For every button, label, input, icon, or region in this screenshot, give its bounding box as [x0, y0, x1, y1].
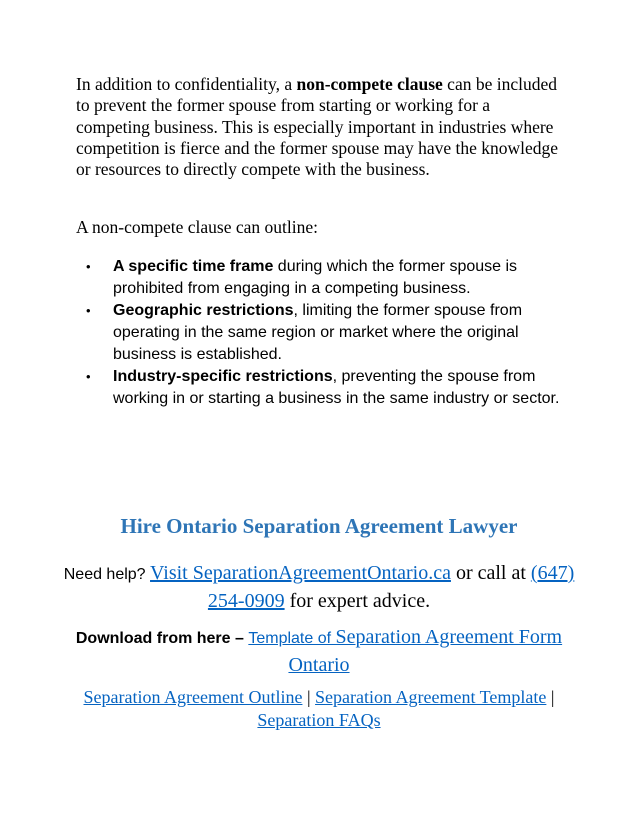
footer-separator: |: [302, 687, 316, 707]
template-link-part1: Template of: [248, 630, 336, 647]
download-line: [60, 624, 578, 680]
list-item-text: , preventing the spouse from working in or starting a business in the same industry or sector.: [113, 368, 560, 407]
section-heading: Hire Ontario Separation Agreement Lawyer: [120, 514, 518, 538]
help-line: [60, 560, 578, 616]
list-item: [86, 300, 576, 366]
faqs-link[interactable]: Separation FAQs: [257, 710, 381, 730]
bullet-icon: •: [86, 369, 91, 384]
outline-link[interactable]: Separation Agreement Outline: [83, 687, 303, 707]
footer-links: [60, 686, 578, 732]
template-link-part2: Separation Agreement Form Ontario: [288, 626, 563, 676]
intro-text-start: In addition to confidentiality, a: [76, 74, 297, 94]
outline-intro: A non-compete clause can outline:: [76, 217, 319, 237]
list-item: [86, 256, 576, 300]
intro-paragraph: [76, 74, 566, 180]
footer-separator: |: [546, 687, 555, 707]
help-middle: or call at: [450, 562, 531, 584]
list-item-text: during which the former spouse is prohibited from engaging in a competing business.: [113, 258, 518, 297]
bullet-icon: •: [86, 259, 91, 274]
list-item-bold: A specific time frame: [113, 258, 274, 275]
website-link[interactable]: Visit SeparationAgreementOntario.ca: [150, 562, 451, 584]
help-suffix: for expert advice.: [284, 590, 431, 612]
download-label: Download from here –: [75, 630, 249, 647]
intro-text-end: can be included to prevent the former spouse from starting or working for a competing business. This is especially important in industries where competition is fierce and the former spouse may have the knowledge or resources to directly compete with the business.: [76, 74, 559, 180]
list-item-text: , limiting the former spouse from operating in the same region or market where the original business is established.: [113, 302, 523, 363]
template-link[interactable]: [248, 626, 563, 676]
intro-bold-term: non-compete clause: [296, 74, 443, 94]
list-item-bold: Industry-specific restrictions: [113, 368, 333, 385]
help-prefix: Need help?: [63, 566, 151, 583]
phone-link[interactable]: (647) 254-0909: [207, 562, 575, 612]
list-item-bold: Geographic restrictions: [113, 302, 294, 319]
bullet-icon: •: [86, 303, 91, 318]
list-item: [86, 366, 576, 410]
template-footer-link[interactable]: Separation Agreement Template: [315, 687, 547, 707]
restrictions-list: [86, 256, 576, 410]
